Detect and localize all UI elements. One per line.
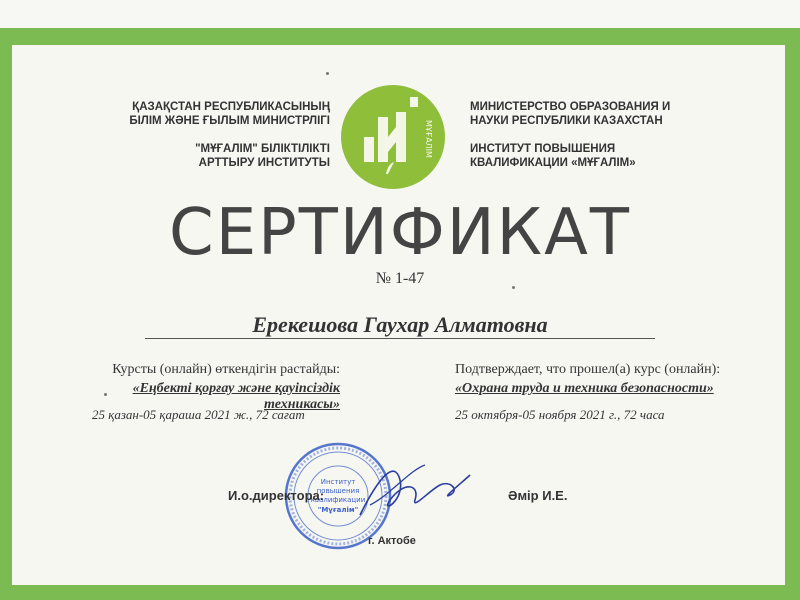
seal-line-4: "Мұғалім" xyxy=(317,506,359,514)
city: г. Актобе xyxy=(368,535,416,547)
course-title-russian: «Охрана труда и техника безопасности» xyxy=(455,381,714,396)
scan-margin xyxy=(0,0,800,28)
right-institute-line-1: ИНСТИТУТ ПОВЫШЕНИЯ xyxy=(470,143,616,155)
left-ministry-line-1: ҚАЗАҚСТАН РЕСПУБЛИКАСЫНЫҢ xyxy=(132,101,330,113)
header-left xyxy=(90,100,330,170)
left-ministry-line-2: БІЛІМ ЖӘНЕ ҒЫЛЫМ МИНИСТРЛІГІ xyxy=(129,115,330,127)
scan-speck xyxy=(512,286,515,289)
seal-line-3: квалификации xyxy=(310,496,366,504)
director-name: Әмір И.Е. xyxy=(508,488,568,503)
scan-speck xyxy=(104,393,107,396)
dates-russian: 25 октября-05 ноября 2021 г., 72 часа xyxy=(455,407,665,422)
left-institute-line-1: "МҰҒАЛІМ" БІЛІКТІЛІКТІ xyxy=(195,143,330,155)
course-kazakh xyxy=(90,362,340,413)
director-label: И.о.директора: xyxy=(228,488,325,503)
seal-line-1: Институт xyxy=(320,478,356,486)
certificate-title: СЕРТИФИКАТ xyxy=(169,196,631,270)
director-signature xyxy=(350,455,480,530)
intro-russian: Подтверждает, что прошел(а) курс (онлайн): xyxy=(455,362,721,377)
seal-line-2: повышения xyxy=(316,487,360,495)
right-institute-line-2: КВАЛИФИКАЦИИ «МҰҒАЛІМ» xyxy=(470,157,636,169)
course-title-kazakh: «Еңбекті қорғау және қауіпсіздік техникасы» xyxy=(132,381,340,412)
logo-text: МҰҒАЛІМ xyxy=(424,120,433,158)
left-institute-line-2: АРТТЫРУ ИНСТИТУТЫ xyxy=(198,157,330,169)
header-right xyxy=(470,100,730,170)
right-ministry-line-1: МИНИСТЕРСТВО ОБРАЗОВАНИЯ И xyxy=(470,101,671,113)
recipient-name: Ерекешова Гаухар Алматовна xyxy=(252,312,548,337)
mugalim-logo xyxy=(338,82,448,192)
right-ministry-line-2: НАУКИ РЕСПУБЛИКИ КАЗАХСТАН xyxy=(470,115,663,127)
dates-kazakh: 25 қазан-05 қараша 2021 ж., 72 сағат xyxy=(92,407,305,422)
recipient-underline xyxy=(145,338,655,339)
scan-speck xyxy=(326,72,329,75)
intro-kazakh: Курсты (онлайн) өткендігін растайды: xyxy=(112,362,340,377)
certificate-number: № 1-47 xyxy=(375,270,425,287)
course-russian xyxy=(455,362,745,397)
